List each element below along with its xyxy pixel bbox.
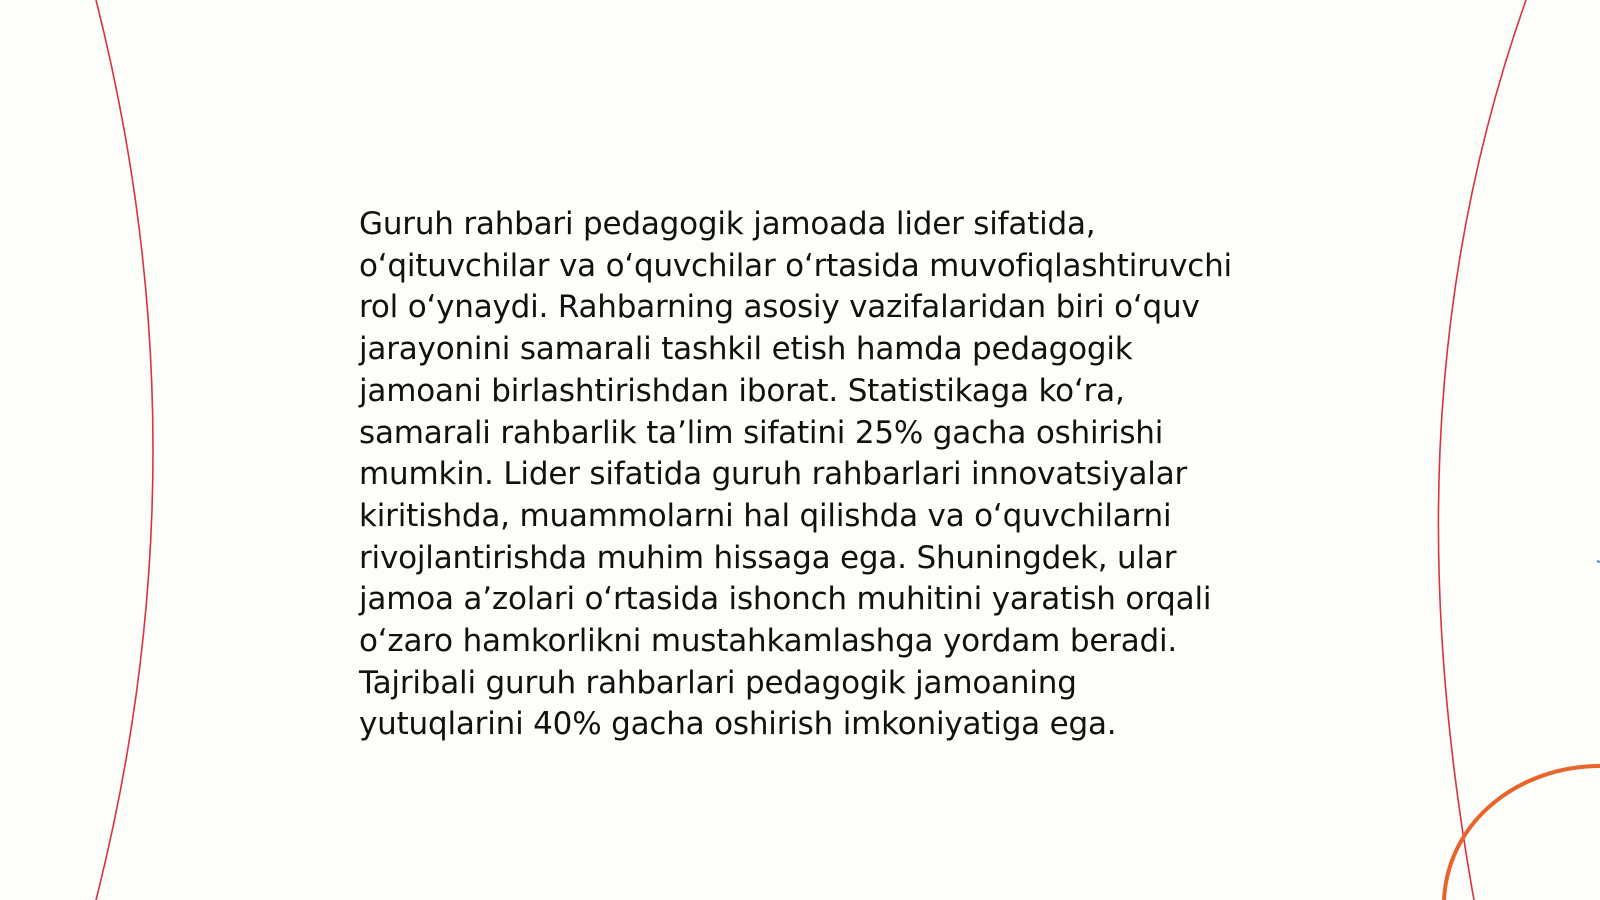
body-paragraph: Guruh rahbari pedagogik jamoada lider sifatida, o‘qituvchilar va o‘quvchilar o‘rtasida muvofiqlashtiruvchi rol o‘ynaydi. Rahbarning asosiy vazifalaridan biri o‘quv jarayonini samarali tashkil etish hamda pedagogik jamoani birlashtirishdan iborat. Statistikaga ko‘ra, samarali rahbarlik ta’lim sifatini 25% gacha oshirishi mumkin. Lider sifatida guruh rahbarlari innovatsiyalar kiritishda, muammolarni hal qilishda va o‘quvchilarni rivojlantirishda muhim hissaga ega. Shuningdek, ular jamoa a’zolari o‘rtasida ishonch muhitini yaratish orqali o‘zaro hamkorlikni mustahkamlashga yordam beradi. Tajribali guruh rahbarlari pedagogik jamoaning yutuqlarini 40% gacha oshirish imkoniyatiga ega. (359, 206, 1232, 743)
orange-arc (1444, 766, 1600, 900)
left-red-curve (96, 0, 153, 900)
right-red-curve (1438, 0, 1526, 900)
